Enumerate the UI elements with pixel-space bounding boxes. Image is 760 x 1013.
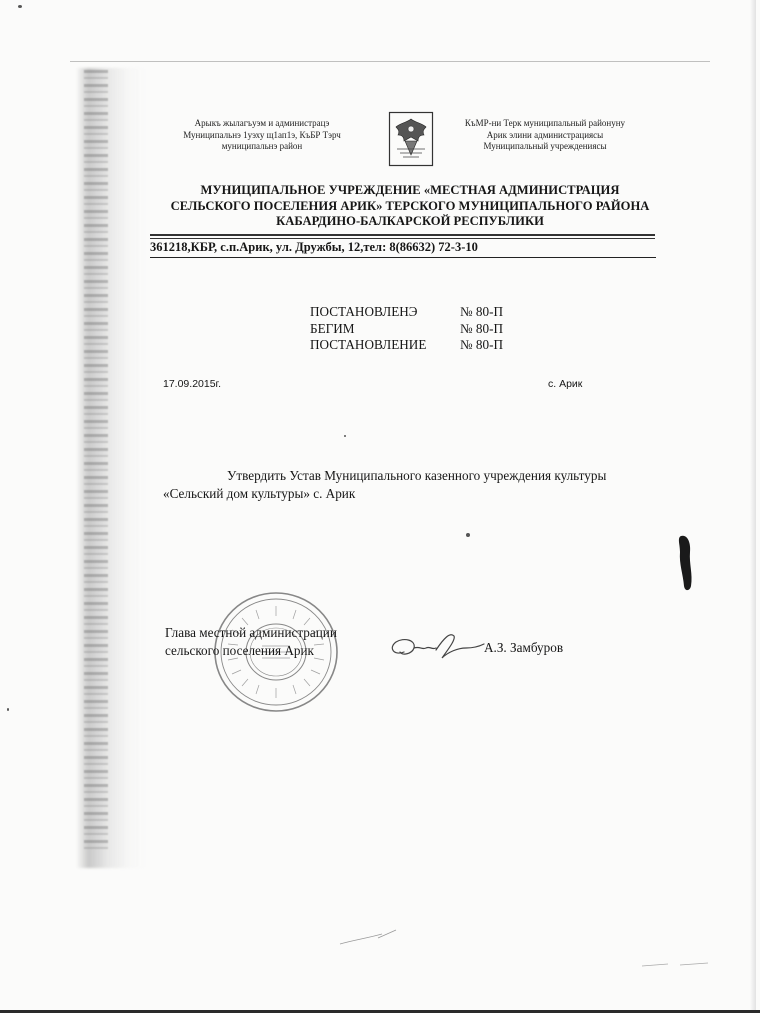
title-line: СЕЛЬСКОГО ПОСЕЛЕНИЯ АРИК» ТЕРСКОГО МУНИЦИПАЛЬНОГО РАЙОНА (170, 198, 650, 213)
handwritten-signature (386, 628, 486, 666)
decree-heading (310, 304, 503, 354)
header-right-line: Муниципальный учреждениясы (483, 141, 607, 151)
header-left-line: Муниципальнэ 1уэху щ1ап1э, КъБР Тэрч (183, 129, 341, 140)
position-line: сельского поселения Арик (165, 642, 314, 658)
body-line: «Сельский дом культуры» с. Арик (163, 486, 356, 501)
decree-number: № 80-П (460, 337, 503, 353)
address-underline (150, 257, 656, 258)
decree-row (310, 321, 503, 338)
scan-smear (338, 928, 398, 946)
decree-place: с. Арик (548, 378, 583, 390)
header-left-line: муниципальнэ район (221, 141, 303, 151)
header-left (148, 118, 376, 153)
scan-speck (344, 435, 346, 437)
decree-body (163, 467, 663, 503)
position-line: Глава местной администрации (165, 625, 337, 640)
scan-smear (640, 960, 710, 968)
header-left-line: Арыкъ жылагъуэм и администрацэ (194, 118, 330, 128)
title-line: КАБАРДИНО-БАЛКАРСКОЙ РЕСПУБЛИКИ (276, 214, 544, 228)
institution-title (140, 183, 680, 230)
scan-speck (18, 5, 22, 8)
decree-row (310, 304, 503, 321)
decree-date: 17.09.2015г. (163, 378, 222, 390)
header-right (440, 118, 650, 153)
decree-word: ПОСТАНОВЛЕНЭ (310, 304, 418, 319)
scan-speck (7, 708, 9, 711)
scan-noise-left (84, 70, 108, 850)
body-line: Утвердить Устав Муниципального казенного учреждения культуры (227, 468, 607, 483)
scan-edge-right (750, 0, 756, 1013)
decree-number: № 80-П (460, 304, 503, 319)
signer-name: А.З. Замбуров (484, 640, 564, 655)
decree-number: № 80-П (460, 320, 503, 336)
title-line: МУНИЦИПАЛЬНОЕ УЧРЕЖДЕНИЕ «МЕСТНАЯ АДМИНИСТРАЦИЯ (200, 183, 620, 197)
scan-top-edge (70, 61, 710, 62)
decree-word: ПОСТАНОВЛЕНИЕ (310, 337, 427, 353)
header-right-line: Арик элини администрациясы (486, 129, 604, 140)
header-right-line: КъМР-ни Терк муниципальный районуну (464, 118, 626, 128)
address-line: 361218,КБР, с.п.Арик, ул. Дружбы, 12,тел: 8(86632) 72-3-10 (150, 240, 478, 254)
decree-row (310, 337, 503, 354)
decree-word: БЕГИМ (310, 320, 355, 336)
title-rule-thick (150, 234, 655, 236)
ink-blot-mark (673, 534, 697, 592)
title-rule-thin (150, 238, 655, 239)
signature-position (165, 624, 337, 659)
scan-speck (466, 533, 470, 537)
coat-of-arms-icon (388, 111, 434, 167)
